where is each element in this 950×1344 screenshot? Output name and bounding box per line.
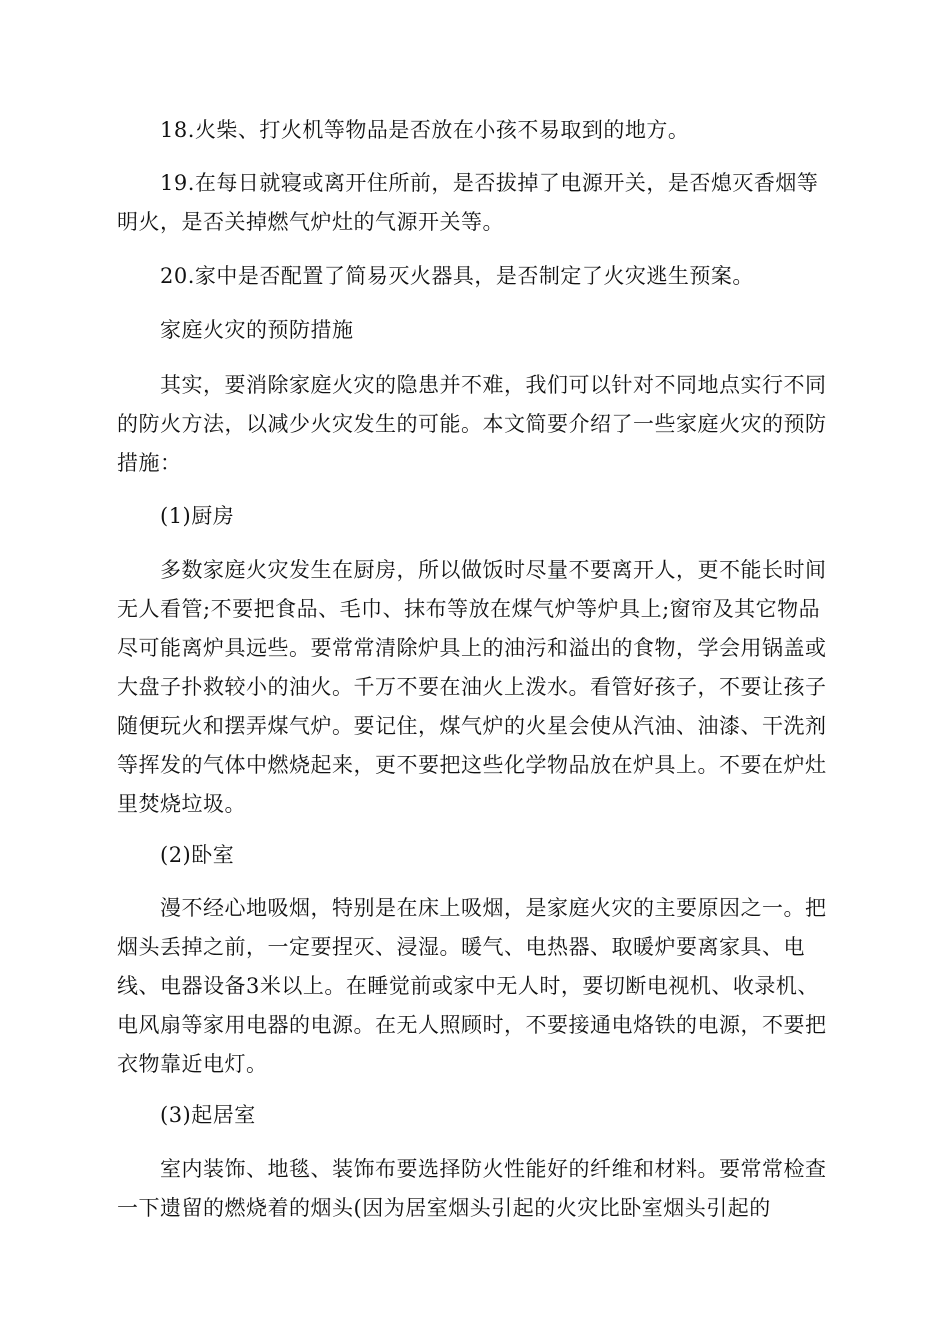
paragraph-item-20: 20.家中是否配置了简易灭火器具，是否制定了火灾逃生预案。 [160, 264, 754, 288]
section-heading-fire-prevention: 家庭火灾的预防措施 [160, 318, 354, 342]
paragraph-item-18: 18.火柴、打火机等物品是否放在小孩不易取到的地方。 [160, 118, 690, 142]
bedroom-paragraph: 漫不经心地吸烟，特别是在床上吸烟，是家庭火灾的主要原因之一。把烟头丢掉之前，一定要捏灭、浸湿。暖气、电热器、取暖炉要离家具、电线、电器设备3米以上。在睡觉前或家中无人时，要切断电视机、收录机、电风扇等家用电器的电源。在无人照顾时，不要接通电烙铁的电源，不要把衣物靠近电灯。 [117, 896, 827, 1076]
paragraph-item-19: 19.在每日就寝或离开住所前，是否拔掉了电源开关，是否熄灭香烟等明火，是否关掉燃气炉灶的气源开关等。 [117, 171, 819, 234]
kitchen-paragraph: 多数家庭火灾发生在厨房，所以做饭时尽量不要离开人，更不能长时间无人看管;不要把食品、毛巾、抹布等放在煤气炉等炉具上;窗帘及其它物品尽可能离炉具远些。要常常清除炉具上的油污和溢出的食物，学会用锅盖或大盘子扑救较小的油火。千万不要在油火上泼水。看管好孩子，不要让孩子随便玩火和摆弄煤气炉。要记住，煤气炉的火星会使从汽油、油漆、干洗剂等挥发的气体中燃烧起来，更不要把这些化学物品放在炉具上。不要在炉灶里焚烧垃圾。 [117, 558, 827, 816]
subheading-living-room: (3)起居室 [160, 1103, 256, 1127]
living-room-paragraph: 室内装饰、地毯、装饰布要选择防火性能好的纤维和材料。要常常检查一下遗留的燃烧着的烟头(因为居室烟头引起的火灾比卧室烟头引起的 [117, 1157, 827, 1220]
intro-paragraph: 其实，要消除家庭火灾的隐患并不难，我们可以针对不同地点实行不同的防火方法，以减少火灾发生的可能。本文简要介绍了一些家庭火灾的预防措施： [117, 373, 827, 475]
subheading-bedroom: (2)卧室 [160, 843, 235, 867]
subheading-kitchen: (1)厨房 [160, 504, 235, 528]
